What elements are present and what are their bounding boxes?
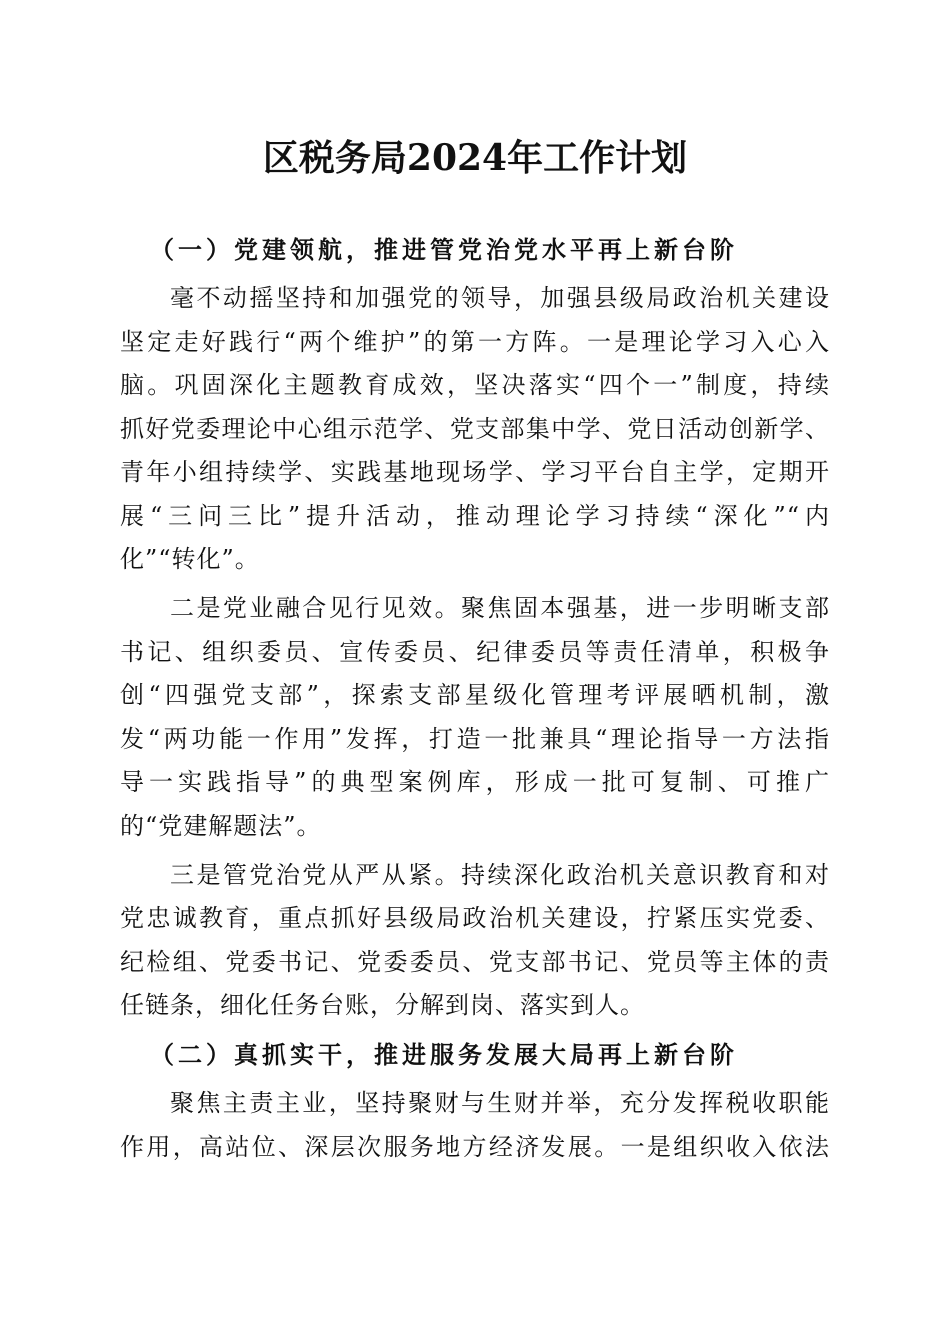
paragraph-line: 抓好党委理论中心组示范学、党支部集中学、党日活动创新学、	[120, 414, 830, 443]
document-body	[120, 128, 830, 1169]
paragraph-3	[120, 854, 830, 1028]
paragraph-line: 脑。巩固深化主题教育成效，坚决落实“四个一”制度，持续	[120, 371, 830, 399]
paragraph-line: 导一实践指导”的典型案例库，形成一批可复制、可推广	[120, 768, 830, 796]
paragraph-line: 化”“转化”。	[120, 545, 260, 573]
paragraph-line: 书记、组织委员、宣传委员、纪律委员等责任清单，积极争	[120, 637, 830, 666]
paragraph-line: 纪检组、党委书记、党委委员、党支部书记、党员等主体的责	[120, 947, 830, 976]
document-title: 区税务局2024年工作计划	[262, 137, 688, 179]
paragraph-1	[120, 277, 830, 582]
paragraph-line: 发“两功能一作用”发挥，打造一批兼具“理论指导一方法指	[120, 724, 830, 753]
section-heading-1: （一）党建领航，推进管党治党水平再上新台阶	[150, 235, 738, 264]
paragraph-4	[120, 1082, 830, 1169]
paragraph-line: 毫不动摇坚持和加强党的领导，加强县级局政治机关建设	[170, 284, 830, 312]
paragraph-line: 的“党建解题法”。	[120, 811, 322, 840]
paragraph-line: 展“三问三比”提升活动，推动理论学习持续“深化”“内	[120, 501, 830, 530]
paragraph-line: 三是管党治党从严从紧。持续深化政治机关意识教育和对	[170, 860, 830, 889]
paragraph-2	[120, 587, 830, 848]
paragraph-line: 青年小组持续学、实践基地现场学、学习平台自主学，定期开	[120, 458, 830, 486]
paragraph-line: 二是党业融合见行见效。聚焦固本强基，进一步明晰支部	[170, 594, 830, 622]
paragraph-line: 创“四强党支部”，探索支部星级化管理考评展晒机制，激	[120, 681, 830, 709]
paragraph-line: 聚焦主责主业，坚持聚财与生财并举，充分发挥税收职能	[170, 1089, 830, 1117]
paragraph-line: 党忠诚教育，重点抓好县级局政治机关建设，拧紧压实党委、	[120, 904, 830, 932]
paragraph-line: 任链条，细化任务台账，分解到岗、落实到人。	[120, 991, 645, 1019]
section-heading-2: （二）真抓实干，推进服务发展大局再上新台阶	[150, 1040, 738, 1069]
paragraph-line: 坚定走好践行“两个维护”的第一方阵。一是理论学习入心入	[120, 327, 830, 356]
paragraph-line: 作用，高站位、深层次服务地方经济发展。一是组织收入依法	[120, 1132, 830, 1161]
